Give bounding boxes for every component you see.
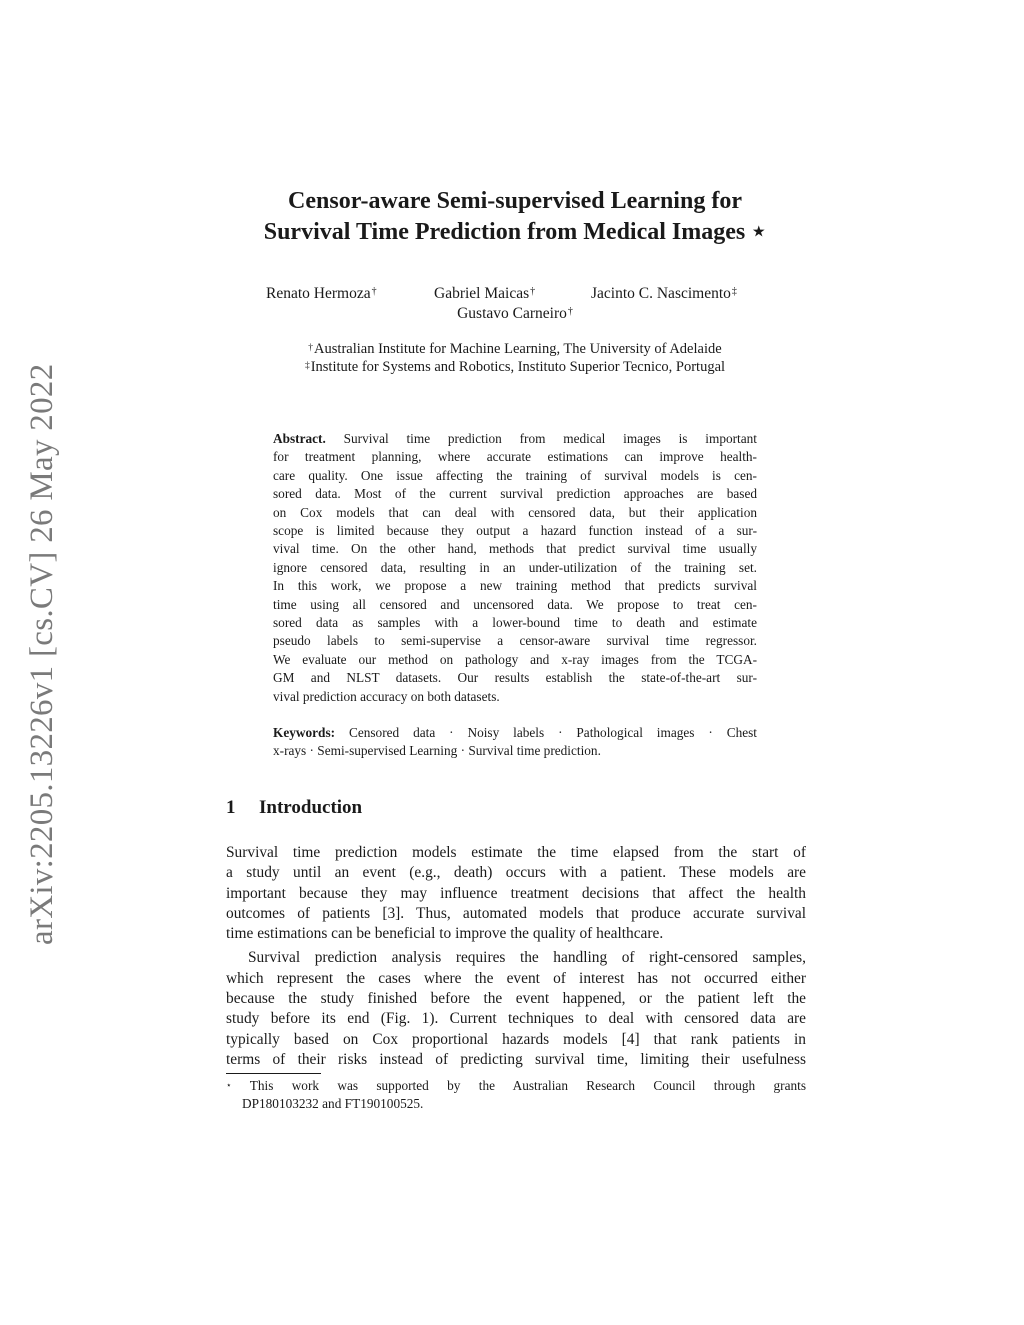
abstract-line: on Cox models that can deal with censored data, but their application [273, 504, 757, 520]
footnote-mark: ⋆ [226, 1080, 232, 1090]
abstract-label: Abstract. [273, 431, 326, 446]
paper-title [160, 186, 870, 248]
author-name [434, 284, 535, 304]
body-line: outcomes of patients [3]. Thus, automated models that produce accurate survival [226, 904, 806, 922]
affiliation-text: Australian Institute for Machine Learning, The University of Adelaide [314, 341, 722, 357]
footnote [226, 1077, 806, 1114]
affiliation-mark: ‡ [731, 286, 737, 297]
footnote-line [226, 1077, 806, 1095]
author-name-text: Gustavo Carneiro [457, 305, 567, 322]
title-line-2: Survival Time Prediction from Medical Images ⋆ [263, 219, 767, 245]
abstract-line: We evaluate our method on pathology and x-ray images from the TCGA- [273, 651, 757, 667]
keywords-line [273, 724, 757, 742]
author-list [230, 284, 800, 304]
author-name-text: Jacinto C. Nascimento [591, 285, 731, 302]
body-line: typically based on Cox proportional hazards models [4] that rank patients in [226, 1030, 806, 1048]
author-name [266, 284, 377, 304]
footnote-line: DP180103232 and FT190100525. [242, 1096, 424, 1112]
abstract-line [273, 430, 757, 448]
section-heading [226, 796, 806, 820]
keywords [273, 724, 757, 761]
title-line-1: Censor-aware Semi-supervised Learning for [288, 188, 742, 214]
body-line: study before its end (Fig. 1). Current techniques to deal with censored data are [226, 1010, 806, 1028]
abstract [273, 430, 757, 706]
affiliation-line [230, 340, 800, 358]
abstract-line: sored data as samples with a lower-bound time to death and estimate [273, 615, 757, 631]
abstract-line: time using all censored and uncensored data. We propose to treat cen- [273, 596, 757, 612]
abstract-text: Survival time prediction from medical images is important [325, 431, 757, 446]
affiliations [230, 340, 800, 376]
introduction-body [226, 843, 806, 1070]
keywords-label: Keywords: [273, 725, 336, 740]
abstract-line: pseudo labels to semi-supervise a censor-aware survival time regressor. [273, 633, 757, 649]
affiliation-mark: † [308, 343, 314, 353]
body-line: a study until an event (e.g., death) occurs with a patient. These models are [226, 864, 806, 882]
abstract-line: scope is limited because they output a hazard function instead of a sur- [273, 523, 757, 539]
keywords-line: x-rays · Semi-supervised Learning · Survival time prediction. [273, 743, 601, 759]
abstract-line: ignore censored data, resulting in an under-utilization of the training set. [273, 559, 757, 575]
footnote-rule [226, 1073, 321, 1074]
affiliation-mark: † [371, 286, 377, 297]
body-line: Survival prediction analysis requires the handling of right-censored samples, [248, 949, 806, 967]
section-title: Introduction [259, 797, 363, 818]
body-line: because the study finished before the event happened, or the patient left the [226, 990, 806, 1008]
abstract-line: vival time. On the other hand, methods that predict survival time usually [273, 541, 757, 557]
affiliation-line [230, 358, 800, 376]
abstract-line: care quality. One issue affecting the training of survival models is cen- [273, 467, 757, 483]
body-line: time estimations can be beneficial to improve the quality of healthcare. [226, 925, 664, 943]
body-line: important because they may influence treatment decisions that affect the health [226, 884, 806, 902]
abstract-line: sored data. Most of the current survival prediction approaches are based [273, 486, 757, 502]
body-line: terms of their risks instead of predicting survival time, limiting their usefulness [226, 1050, 806, 1068]
affiliation-mark: ‡ [304, 361, 310, 371]
abstract-line: GM and NLST datasets. Our results establish the state-of-the-art sur- [273, 670, 757, 686]
author-name [230, 304, 800, 324]
arxiv-sidebar-stamp: arXiv:2205.13226v1 [cs.CV] 26 May 2022 [24, 363, 60, 945]
author-name-text: Renato Hermoza [266, 285, 371, 302]
affiliation-mark: † [567, 306, 573, 317]
footnote-text: This work was supported by the Australian Research Council through grants [231, 1078, 806, 1093]
affiliation-mark: † [530, 286, 536, 297]
body-line: which represent the cases where the event of interest has not occurred either [226, 969, 806, 987]
abstract-line: vival prediction accuracy on both datasets. [273, 688, 500, 704]
affiliation-text: Institute for Systems and Robotics, Instituto Superior Tecnico, Portugal [310, 359, 726, 375]
keywords-text: Censored data · Noisy labels · Pathological images · Chest [335, 725, 757, 740]
abstract-line: In this work, we propose a new training method that predicts survival [273, 578, 757, 594]
author-name [591, 284, 737, 304]
section-number: 1 [226, 797, 236, 818]
abstract-line: for treatment planning, where accurate estimations can improve health- [273, 449, 757, 465]
body-line: Survival time prediction models estimate the time elapsed from the start of [226, 844, 806, 861]
author-name-text: Gabriel Maicas [434, 285, 530, 302]
